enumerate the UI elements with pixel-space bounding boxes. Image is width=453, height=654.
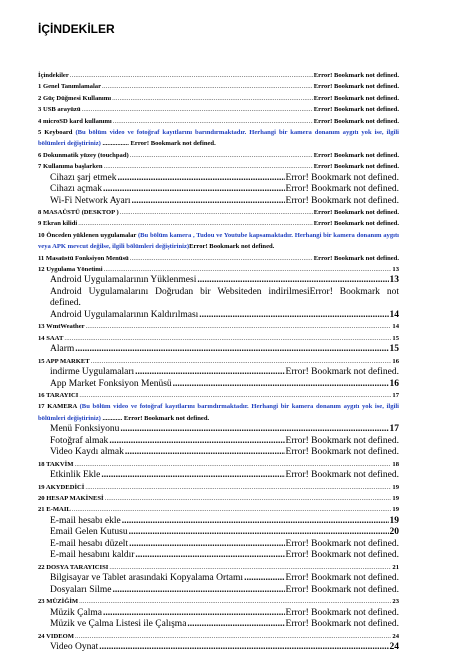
toc-entry-page: Error! Bookmark not defined. xyxy=(313,106,399,114)
toc-subentry xyxy=(38,642,399,654)
toc-entry-wrapped xyxy=(38,230,399,253)
toc-entry-text: 10 Önceden yüklenen uygulamalar xyxy=(38,231,138,239)
toc-entry-text: ............ Error! Bookmark not defined. xyxy=(100,414,210,422)
dot-leader xyxy=(135,367,284,379)
toc-entry-note: (Bu bölüm video ve fotoğraf kayıtlarını barındırmaktadır. Herhangi bir kamera donanım aygıtı yok ise, ilgili bölümleri değiştiriniz) xyxy=(38,128,399,148)
dot-leader xyxy=(91,356,392,367)
toc-entry-title: 22 DOSYA TARAYICISI xyxy=(38,563,109,571)
toc-entry xyxy=(38,459,399,470)
toc-entry-title: 20 HESAP MAKİNESİ xyxy=(38,495,104,503)
toc-entry-page: Error! Bookmark not defined. xyxy=(285,584,399,595)
toc-subentry xyxy=(38,573,399,585)
toc-entry-page: Error! Bookmark not defined. xyxy=(313,117,399,125)
toc-entry xyxy=(38,150,399,161)
toc-entry-page: 19 xyxy=(392,483,399,491)
toc-entry xyxy=(38,253,399,264)
toc-entry xyxy=(38,116,399,127)
dot-leader xyxy=(187,619,284,631)
toc-entry-title: 14 SAAT xyxy=(38,334,64,342)
toc-entry-page: Error! Bookmark not defined. xyxy=(285,538,399,549)
dot-leader xyxy=(75,631,391,642)
toc-entry-text: ................ Error! Bookmark not defined. xyxy=(100,140,216,148)
toc-entry-page: 16 xyxy=(392,357,399,365)
toc-entry-title: Cihazı şarj etmek xyxy=(50,172,117,183)
toc-entry-page: 24 xyxy=(389,642,399,653)
toc-entry-title: Menü Fonksiyonu xyxy=(50,424,120,435)
toc-entry-text: Error! Bookmark not defined. xyxy=(189,243,275,251)
dot-leader xyxy=(244,573,284,585)
toc-entry-title: Dosyaları Silme xyxy=(50,584,112,595)
dot-leader xyxy=(125,447,285,459)
toc-entry xyxy=(38,596,399,607)
toc-entry-page: Error! Bookmark not defined. xyxy=(313,209,399,217)
toc-entry-page: Error! Bookmark not defined. xyxy=(313,151,399,159)
toc-entry-title: 7 Kullanıma başlarken xyxy=(38,163,103,171)
dot-leader xyxy=(117,173,284,185)
toc-entry-title: Müzik ve Çalma Listesi ile Çalışma xyxy=(50,619,187,630)
toc-entry-page: Error! Bookmark not defined. xyxy=(313,72,399,79)
dot-leader xyxy=(79,596,391,607)
toc-entry-title: E-mail hesabı ekle xyxy=(50,515,121,526)
toc-entry-page: 14 xyxy=(389,309,399,320)
toc-entry-page: Error! Bookmark not defined. xyxy=(285,367,399,378)
toc-entry-page: 19 xyxy=(392,506,399,514)
toc-entry-page: 16 xyxy=(389,378,399,389)
toc-entry-title: Cihazı açmak xyxy=(50,184,102,195)
toc-subentry xyxy=(38,310,399,322)
toc-entry-page: 23 xyxy=(392,598,399,606)
dot-leader xyxy=(113,116,313,127)
toc-subentry xyxy=(38,539,399,551)
toc-entry-title: 19 AKYDEDİCİ xyxy=(38,483,85,491)
toc-entry-page: Error! Bookmark not defined. xyxy=(285,573,399,584)
dot-leader xyxy=(104,161,313,172)
toc-entry-title: Wi-Fi Network Ayarı xyxy=(50,195,131,206)
toc-entry-title: 8 MASAÜSTÜ (DESKTOP ) xyxy=(38,209,119,217)
toc-entry-title: E-mail hesabı düzelt xyxy=(50,538,129,549)
dot-leader xyxy=(82,104,313,115)
dot-leader xyxy=(120,424,388,436)
toc-subentry-continuation: defined. xyxy=(50,298,81,309)
toc-subentry xyxy=(38,619,399,631)
toc-entry-title: 12 Uygulama Yönetimi xyxy=(38,266,103,274)
toc-entry-page: Error! Bookmark not defined. xyxy=(285,447,399,458)
toc-entry-title: Fotoğraf almak xyxy=(50,435,109,446)
toc-entry-page: Error! Bookmark not defined. xyxy=(285,550,399,561)
toc-subentry xyxy=(38,275,399,287)
toc-subentry xyxy=(38,184,399,196)
toc-entry xyxy=(38,264,399,275)
toc-entry-title: İçindekiler xyxy=(38,72,69,79)
dot-leader xyxy=(70,70,313,81)
dot-leader xyxy=(99,642,388,654)
toc-entry-title: Android Uygulamalarının Kaldırılması xyxy=(50,309,199,320)
toc-entry xyxy=(38,482,399,493)
toc-entry-page: Error! Bookmark not defined. xyxy=(285,435,399,446)
toc-subentry xyxy=(38,367,399,379)
toc-subentry xyxy=(38,527,399,539)
toc-entry-page: Error! Bookmark not defined. xyxy=(313,94,399,102)
toc-subentry xyxy=(38,585,399,597)
toc-entry-page: Error! Bookmark not defined. xyxy=(285,619,399,630)
dot-leader xyxy=(135,550,284,562)
toc-entry-page: 15 xyxy=(389,344,399,355)
toc-entry-page: 20 xyxy=(389,527,399,538)
toc-entry-title: Video Kaydı almak xyxy=(50,447,124,458)
toc-subentry xyxy=(38,608,399,620)
toc-entry xyxy=(38,631,399,642)
toc-entry xyxy=(38,81,399,92)
toc-entry-title: App Market Fonksiyon Menüsü xyxy=(50,378,172,389)
toc-entry-title: 21 E-MAIL xyxy=(38,506,71,514)
toc-entry-title: Android Uygulamalarının Yüklenmesi xyxy=(50,275,197,286)
toc-entry xyxy=(38,333,399,344)
toc-entry-title: 3 USB arayüzü xyxy=(38,106,81,114)
toc-entry-note: (Bu bölüm kamera , Tudou ve Youtube kapsamaktadır. Herhangi bir kamera donanım aygıtı veya APK mevcut değilse, ilgili bölümleri değiştiriniz) xyxy=(38,231,400,251)
toc-entry-title: indirme Uygulamaları xyxy=(50,367,135,378)
toc-entry-title: Email Gelen Kutusu xyxy=(50,527,128,538)
toc-entry-title: 18 TAKVİM xyxy=(38,460,74,468)
dot-leader xyxy=(129,539,284,551)
toc-entry-page: 13 xyxy=(389,275,399,286)
toc-entry-title: 15 APP MARKET xyxy=(38,357,90,365)
dot-leader xyxy=(105,493,392,504)
toc-entry-title: 9 Ekran kilidi xyxy=(38,220,78,228)
dot-leader xyxy=(129,527,389,539)
toc-entry-title: 13 WmtWeather xyxy=(38,323,85,331)
dot-leader xyxy=(74,459,391,470)
toc-entry-title: Müzik Çalma xyxy=(50,607,102,618)
toc-subentry-wrapped: Android Uygulamalarını Doğrudan bir Websiteden indirilmesiError! Bookmark not xyxy=(50,286,399,297)
dot-leader xyxy=(103,184,285,196)
toc-entry-page: Error! Bookmark not defined. xyxy=(313,220,399,228)
toc-entry-page: Error! Bookmark not defined. xyxy=(285,470,399,481)
dot-leader xyxy=(130,150,313,161)
toc-entry-note: (Bu bölüm video ve fotoğraf kayıtlarını barındırmaktadır. Herhangi bir kamera donanım aygıtı yok ise, ilgili bölümleri değiştiriniz) xyxy=(38,403,400,422)
dot-leader xyxy=(199,310,388,322)
toc-entry-text: 5 Keyboard xyxy=(38,128,76,136)
toc-entry-page: Error! Bookmark not defined. xyxy=(285,184,399,195)
toc-entry xyxy=(38,390,399,401)
toc-subentry xyxy=(38,436,399,448)
toc-entry-title: 16 TARAYICI xyxy=(38,392,79,400)
toc-entry-page: Error! Bookmark not defined. xyxy=(313,254,399,262)
toc-entry-page: 19 xyxy=(392,495,399,503)
toc-heading: İÇİNDEKİLER xyxy=(38,22,115,36)
toc-entry-page: Error! Bookmark not defined. xyxy=(285,172,399,183)
toc-entry-title: Alarm xyxy=(50,344,75,355)
dot-leader xyxy=(112,93,313,104)
dot-leader xyxy=(79,390,391,401)
dot-leader xyxy=(102,81,313,92)
toc-entry xyxy=(38,356,399,367)
toc-entry xyxy=(38,493,399,504)
dot-leader xyxy=(109,562,391,573)
dot-leader xyxy=(112,585,284,597)
toc-subentry xyxy=(38,196,399,208)
dot-leader xyxy=(78,218,313,229)
table-of-contents xyxy=(38,70,399,654)
toc-entry xyxy=(38,504,399,515)
toc-entry-title: 23 MÜZİĞİM xyxy=(38,598,79,606)
toc-entry xyxy=(38,207,399,218)
toc-entry-page: 19 xyxy=(389,515,399,526)
toc-entry-page: 17 xyxy=(389,424,399,435)
dot-leader xyxy=(103,608,285,620)
dot-leader xyxy=(72,504,392,515)
toc-entry-title: 1 Genel Tanımlamalar xyxy=(38,83,102,91)
toc-entry-title: 2 Güç Düğmesi Kullanımı xyxy=(38,94,112,102)
toc-entry xyxy=(38,161,399,172)
dot-leader xyxy=(173,379,389,391)
dot-leader xyxy=(122,516,389,528)
dot-leader xyxy=(64,333,391,344)
toc-entry-title: Video Oynat xyxy=(50,642,99,653)
toc-entry xyxy=(38,321,399,332)
dot-leader xyxy=(132,196,285,208)
dot-leader xyxy=(86,321,392,332)
toc-subentry xyxy=(38,173,399,185)
dot-leader xyxy=(109,436,284,448)
toc-entry-text: 17 KAMERA xyxy=(38,403,80,411)
toc-entry-title: 4 microSD kard kullanımı xyxy=(38,117,112,125)
toc-subentry xyxy=(38,379,399,391)
toc-entry-page: 14 xyxy=(392,323,399,331)
toc-entry-page: Error! Bookmark not defined. xyxy=(313,163,399,171)
toc-entry xyxy=(38,562,399,573)
toc-subentry xyxy=(38,344,399,356)
toc-entry-page: Error! Bookmark not defined. xyxy=(285,195,399,206)
toc-entry-page: 18 xyxy=(392,460,399,468)
toc-entry xyxy=(38,218,399,229)
toc-subentry xyxy=(38,550,399,562)
toc-entry-title: 24 VIDEOM xyxy=(38,632,74,640)
toc-entry xyxy=(38,104,399,115)
toc-subentry xyxy=(38,516,399,528)
toc-subentry xyxy=(38,447,399,459)
dot-leader xyxy=(75,344,388,356)
toc-entry-page: 21 xyxy=(392,563,399,571)
toc-entry-page: 15 xyxy=(392,334,399,342)
toc-entry-title: Etkinlik Ekle xyxy=(50,470,101,481)
dot-leader xyxy=(197,275,388,287)
toc-entry-page: 24 xyxy=(392,632,399,640)
toc-entry xyxy=(38,93,399,104)
toc-entry-page: 13 xyxy=(392,266,399,274)
toc-entry-wrapped xyxy=(38,127,399,150)
dot-leader xyxy=(101,470,284,482)
toc-entry-page: Error! Bookmark not defined. xyxy=(285,607,399,618)
toc-entry-page: 17 xyxy=(392,392,399,400)
toc-subentry xyxy=(38,470,399,482)
toc-entry-title: 11 Masaüstü Fonksiyon Menüsü xyxy=(38,254,129,262)
toc-subentry xyxy=(38,424,399,436)
toc-entry-page: Error! Bookmark not defined. xyxy=(313,83,399,91)
toc-entry-wrapped xyxy=(38,401,399,424)
toc-entry-title: 6 Dokunmatik yüzey (touchpad) xyxy=(38,151,129,159)
dot-leader xyxy=(104,264,392,275)
toc-entry-title: Bilgisayar ve Tablet arasındaki Kopyalama Ortamı xyxy=(50,573,244,584)
toc-entry-title: E-mail hesabını kaldır xyxy=(50,550,135,561)
toc-entry xyxy=(38,70,399,81)
dot-leader xyxy=(120,207,313,218)
dot-leader xyxy=(85,482,391,493)
dot-leader xyxy=(130,253,313,264)
